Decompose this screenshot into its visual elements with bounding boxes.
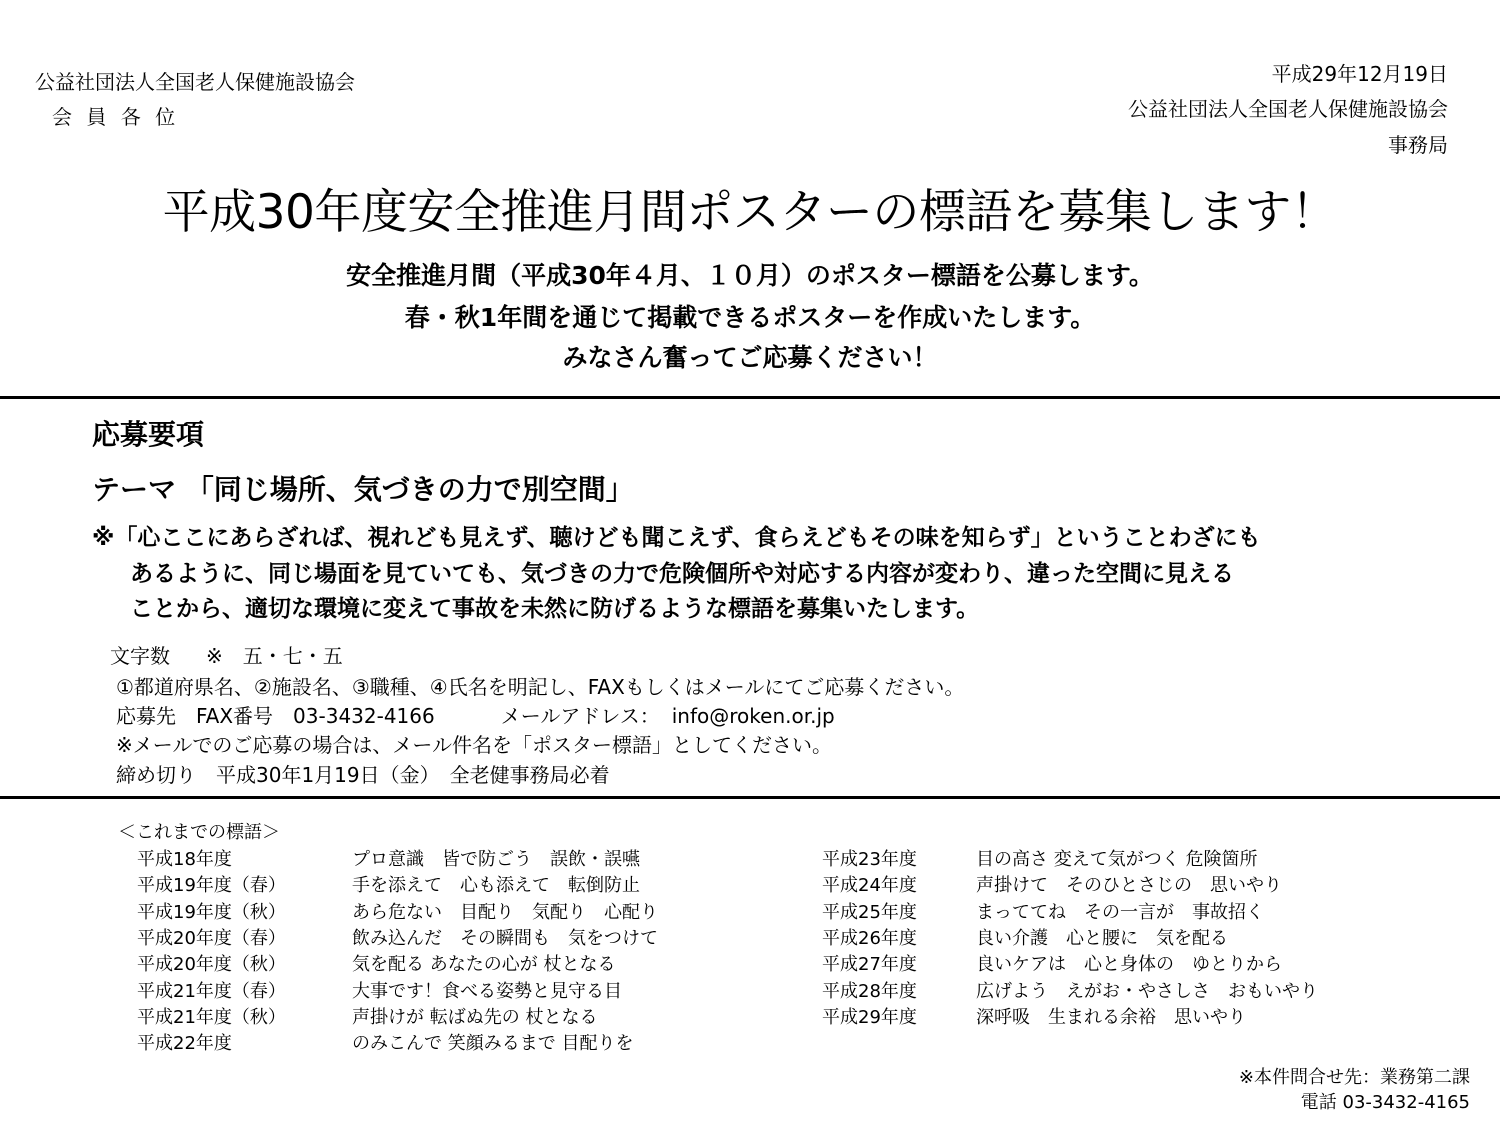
past-slogan-text: 良い介護 心と腰に 気を配る (976, 927, 1228, 949)
divider-bottom (0, 796, 1500, 799)
deadline: 締め切り 平成30年1月19日（金） 全老健事務局必着 (116, 763, 610, 787)
inquiry-phone: 電話 03-3432-4165 (1300, 1092, 1470, 1113)
theme-note-line-2: あるように、同じ場面を見ていても、気づきの力で危険個所や対応する内容が変わり、違った空間に見える (130, 561, 1234, 587)
char-count-label: 文字数 (110, 644, 170, 668)
past-slogan-year: 平成18年度 (137, 849, 232, 870)
char-count-value: ※ 五・七・五 (206, 644, 343, 668)
past-slogan-year: 平成20年度（秋） (137, 954, 286, 976)
past-slogan-text: 気を配る あなたの心が 杖となる (352, 954, 616, 976)
past-slogan-year: 平成24年度 (822, 875, 917, 897)
inquiry-contact: ※本件問合せ先：業務第二課 (1238, 1067, 1470, 1088)
past-slogan-year: 平成21年度（春） (137, 980, 286, 1002)
subtitle-line-3: みなさん奮ってご応募ください！ (562, 343, 938, 372)
past-slogan-text: 広げよう えがお・やさしさ おもいやり (976, 980, 1318, 1002)
guidelines-heading: 応募要項 (92, 418, 205, 451)
past-slogan-year: 平成29年度 (822, 1006, 917, 1028)
past-slogan-year: 平成21年度（秋） (137, 1006, 286, 1028)
subtitle-line-2: 春・秋1年間を通じて掲載できるポスターを作成いたします。 (404, 303, 1096, 332)
recipient-members: 会 員 各 位 (52, 105, 180, 129)
past-slogan-text: あら危ない 目配り 気配り 心配り (352, 901, 658, 923)
past-slogan-text: 深呼吸 生まれる余裕 思いやり (976, 1006, 1246, 1028)
theme-line: テーマ 「同じ場所、気づきの力で別空間」 (92, 473, 634, 506)
recipient-org: 公益社団法人全国老人保健施設協会 (35, 70, 355, 94)
past-slogan-text: まっててね その一言が 事故招く (976, 901, 1264, 923)
theme-note-line-3: ことから、適切な環境に変えて事故を未然に防げるような標語を募集いたします。 (130, 596, 980, 622)
divider-top (0, 396, 1500, 399)
past-slogan-text: 飲み込んだ その瞬間も 気をつけて (352, 927, 658, 949)
past-slogan-year: 平成19年度（春） (137, 875, 286, 897)
past-slogan-text: 声掛けが 転ばぬ先の 杖となる (352, 1006, 598, 1028)
email-address[interactable]: info@roken.or.jp (671, 704, 835, 728)
past-slogan-text: 目の高さ 変えて気がつく 危険箇所 (976, 849, 1258, 870)
past-slogan-text: 大事です！食べる姿勢と見守る目 (352, 980, 622, 1002)
past-slogan-year: 平成20年度（春） (137, 927, 286, 949)
mail-subject-note: ※メールでのご応募の場合は、メール件名を「ポスター標語」としてください。 (116, 733, 832, 757)
past-slogan-year: 平成23年度 (822, 849, 917, 870)
past-slogan-year: 平成22年度 (137, 1033, 232, 1055)
sender-org: 公益社団法人全国老人保健施設協会 (1128, 97, 1448, 121)
issue-date: 平成29年12月19日 (1271, 62, 1448, 86)
past-slogan-text: 声掛けて そのひとさじの 思いやり (976, 875, 1282, 897)
email-label: メールアドレス： (500, 704, 660, 728)
past-slogan-year: 平成27年度 (822, 954, 917, 976)
fax-number: 応募先 FAX番号 03-3432-4166 (116, 704, 435, 728)
submission-row (116, 704, 835, 729)
instructions: ①都道府県名、②施設名、③職種、④氏名を明記し、FAXもしくはメールにてご応募ください。 (116, 675, 965, 699)
past-slogan-text: 良いケアは 心と身体の ゆとりから (976, 954, 1282, 976)
past-slogan-text: プロ意識 皆で防ごう 誤飲・誤嚥 (352, 849, 640, 870)
theme-note-line-1: ※「心ここにあらざれば、視れども見えず、聴けども聞こえず、食らえどもその味を知らず」ということわざにも (92, 525, 1261, 551)
past-slogan-year: 平成19年度（秋） (137, 901, 286, 923)
past-slogan-text: のみこんで 笑顔みるまで 目配りを (352, 1033, 634, 1055)
past-slogan-year: 平成26年度 (822, 927, 917, 949)
past-slogan-text: 手を添えて 心も添えて 転倒防止 (352, 875, 640, 897)
past-slogans-heading: ＜これまでの標語＞ (118, 822, 280, 843)
subtitle-line-1: 安全推進月間（平成30年４月、１０月）のポスター標語を公募します。 (346, 261, 1154, 290)
page-title: 平成30年度安全推進月間ポスターの標語を募集します！ (162, 185, 1338, 240)
past-slogan-year: 平成28年度 (822, 980, 917, 1002)
past-slogan-year: 平成25年度 (822, 901, 917, 923)
sender-office: 事務局 (1388, 133, 1448, 157)
char-count-row (110, 644, 343, 669)
